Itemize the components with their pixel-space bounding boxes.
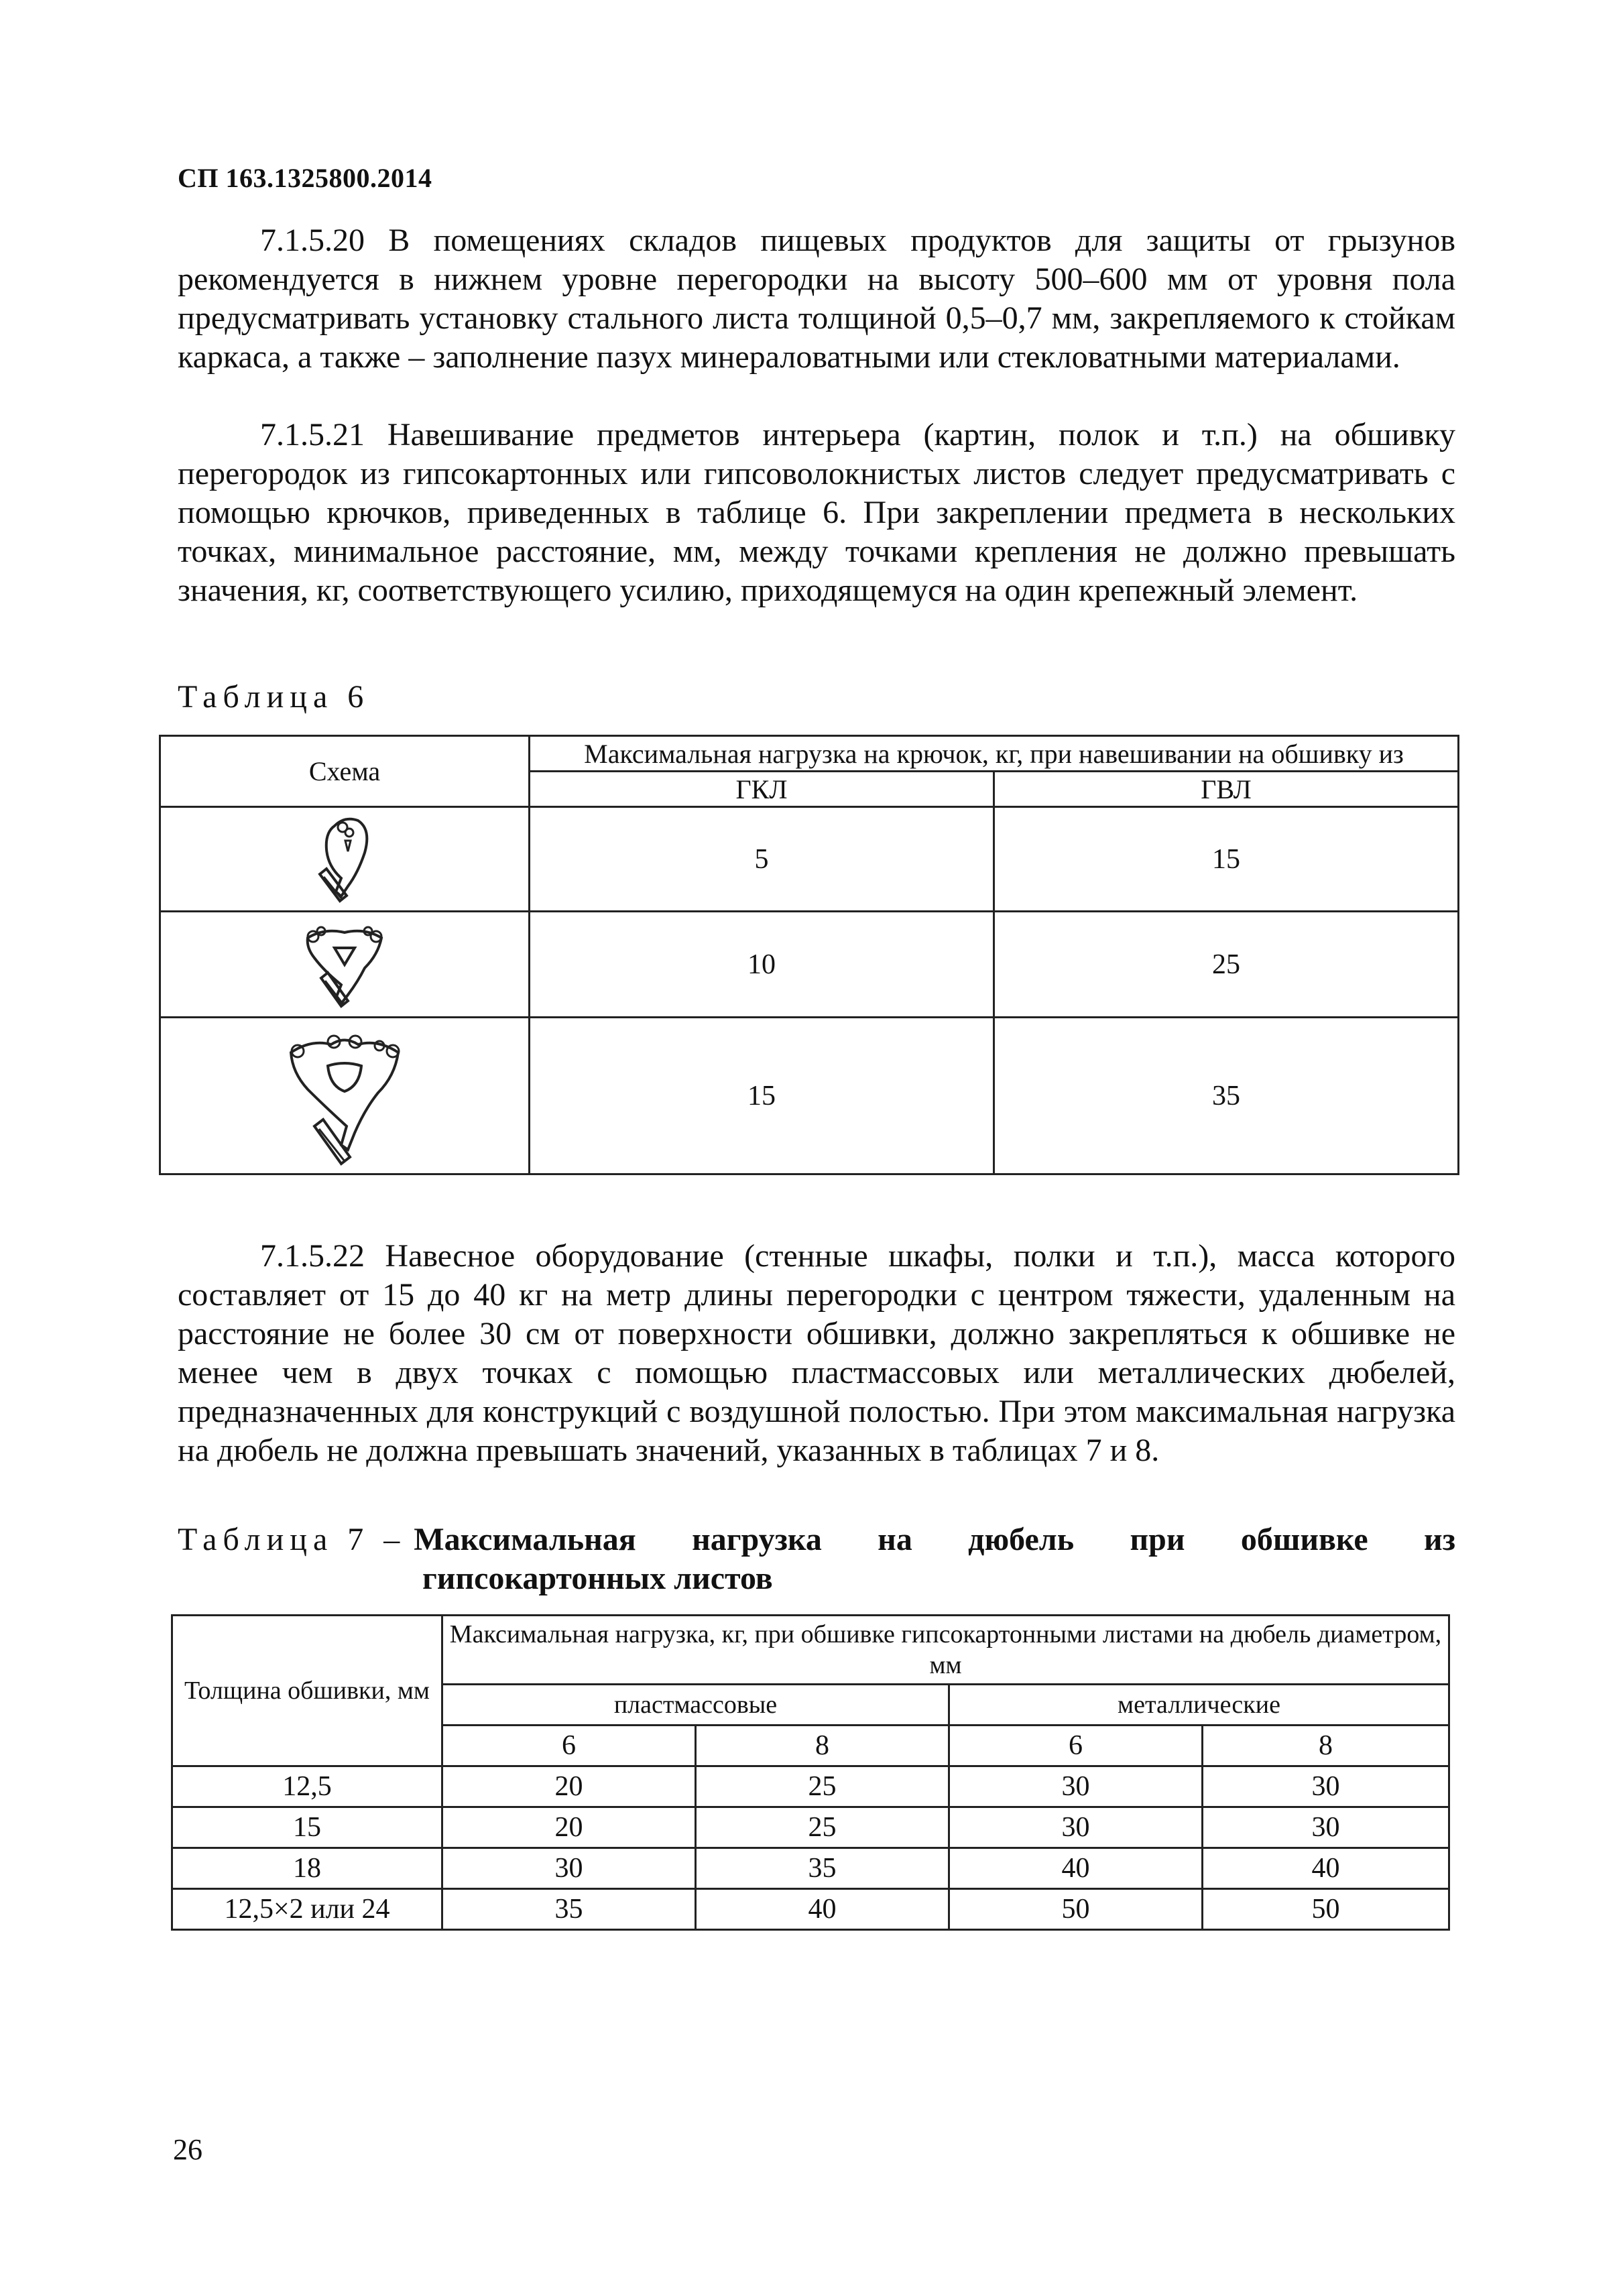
table7-caption-label: Таблица 7 –: [178, 1522, 406, 1557]
page-number: 26: [173, 2133, 202, 2166]
table6-header-group: Максимальная нагрузка на крючок, кг, при навешивании на обшивку из: [530, 736, 1459, 772]
table-row: [172, 1889, 1449, 1930]
table-row: [160, 807, 1459, 912]
table7-value-cell: 30: [949, 1766, 1203, 1807]
table6-schema-cell: [160, 912, 530, 1018]
table7-caption-word: обшивке: [1240, 1522, 1368, 1557]
table7-header-diameter: 6: [442, 1726, 696, 1766]
table6-schema-cell: [160, 807, 530, 912]
table7-value-cell: 35: [696, 1848, 949, 1889]
table6-header-gkl: ГКЛ: [530, 772, 994, 807]
table7-header-diameter: 8: [696, 1726, 949, 1766]
table-row: [160, 1018, 1459, 1174]
table-row: [172, 1848, 1449, 1889]
table6-gkl-cell: 15: [530, 1018, 994, 1174]
table7-thickness-cell: 12,5×2 или 24: [172, 1889, 442, 1930]
table6-header-schema: Схема: [160, 736, 530, 807]
table7-value-cell: 30: [949, 1807, 1203, 1848]
table-7: [171, 1614, 1450, 1931]
table7-value-cell: 30: [442, 1848, 696, 1889]
table6-gkl-cell: 5: [530, 807, 994, 912]
table-row: [172, 1766, 1449, 1807]
table7-caption-word: при: [1130, 1522, 1185, 1557]
table7-header-group: Максимальная нагрузка, кг, при обшивке гипсокартонными листами на дюбель диаметром, мм: [442, 1616, 1449, 1685]
table6-gvl-cell: 15: [994, 807, 1459, 912]
table7-value-cell: 35: [442, 1889, 696, 1930]
table7-value-cell: 20: [442, 1807, 696, 1848]
table7-value-cell: 40: [1203, 1848, 1449, 1889]
table7-caption-word: дюбель: [968, 1522, 1075, 1557]
table7-header-metal: металлические: [949, 1685, 1449, 1726]
table7-value-cell: 30: [1203, 1807, 1449, 1848]
table7-value-cell: 25: [696, 1766, 949, 1807]
table6-gkl-cell: 10: [530, 912, 994, 1018]
table7-value-cell: 40: [949, 1848, 1203, 1889]
table6-gvl-cell: 35: [994, 1018, 1459, 1174]
table7-caption-word: из: [1424, 1522, 1455, 1557]
paragraph-7-1-5-22: 7.1.5.22 Навесное оборудование (стенные шкафы, полки и т.п.), масса которого составляет от 15 до 40 кг на метр длины перегородки с центром тяжести, удаленным на расстояние не более 30 см от поверхности обшивки, должно закрепляться к обшивке не менее чем в двух точках с помощью пластмассовых или металлических дюбелей, предназначенных для конструкций с воздушной полостью. При этом максимальная нагрузка на дюбель не должна превышать значений, указанных в таблицах 7 и 8.: [178, 1238, 1455, 1468]
table7-thickness-cell: 12,5: [172, 1766, 442, 1807]
table7-value-cell: 20: [442, 1766, 696, 1807]
table7-value-cell: 40: [696, 1889, 949, 1930]
table6-caption: Таблица 6: [178, 679, 370, 715]
table7-value-cell: 30: [1203, 1766, 1449, 1807]
table7-value-cell: 50: [1203, 1889, 1449, 1930]
table6-gvl-cell: 25: [994, 912, 1459, 1018]
table7-header-diameter: 8: [1203, 1726, 1449, 1766]
table6-schema-cell: [160, 1018, 530, 1174]
table7-thickness-cell: 18: [172, 1848, 442, 1889]
paragraph-7-1-5-20: 7.1.5.20 В помещениях складов пищевых продуктов для защиты от грызунов рекомендуется в нижнем уровне перегородки на высоту 500–600 мм от уровня пола предусматривать установку стального листа толщиной 0,5–0,7 мм, закрепляемого к стойкам каркаса, а также – заполнение пазух минераловатными или стекловатными материалами.: [178, 223, 1455, 375]
table7-header-diameter: 6: [949, 1726, 1203, 1766]
paragraph-7-1-5-21: 7.1.5.21 Навешивание предметов интерьера (картин, полок и т.п.) на обшивку перегородок из гипсокартонных или гипсоволокнистых листов следует предусматривать с помощью крючков, приведенных в таблице 6. При закреплении предмета в нескольких точках, минимальное расстояние, мм, между точками крепления не должно превышать значения, кг, соответствующего усилию, приходящемуся на один крепежный элемент.: [178, 417, 1455, 608]
table-6: [159, 735, 1459, 1175]
table7-header-plastic: пластмассовые: [442, 1685, 949, 1726]
table-row: [172, 1807, 1449, 1848]
table7-value-cell: 25: [696, 1807, 949, 1848]
table7-value-cell: 50: [949, 1889, 1203, 1930]
table6-header-gvl: ГВЛ: [994, 772, 1459, 807]
double-pin-hook-icon: [294, 918, 395, 1012]
table7-caption-word: на: [878, 1522, 912, 1557]
table7-header-thickness: Толщина обшивки, мм: [172, 1616, 442, 1766]
table7-caption-word: Максимальная: [414, 1522, 636, 1557]
document-code: СП 163.1325800.2014: [178, 163, 432, 193]
single-pin-hook-icon: [308, 812, 381, 906]
table7-thickness-cell: 15: [172, 1807, 442, 1848]
table7-caption: [178, 1520, 1455, 1598]
table-row: [160, 912, 1459, 1018]
table7-caption-line2: гипсокартонных листов: [422, 1561, 773, 1596]
table7-caption-word: нагрузка: [692, 1522, 822, 1557]
triple-pin-hook-icon: [278, 1026, 412, 1166]
